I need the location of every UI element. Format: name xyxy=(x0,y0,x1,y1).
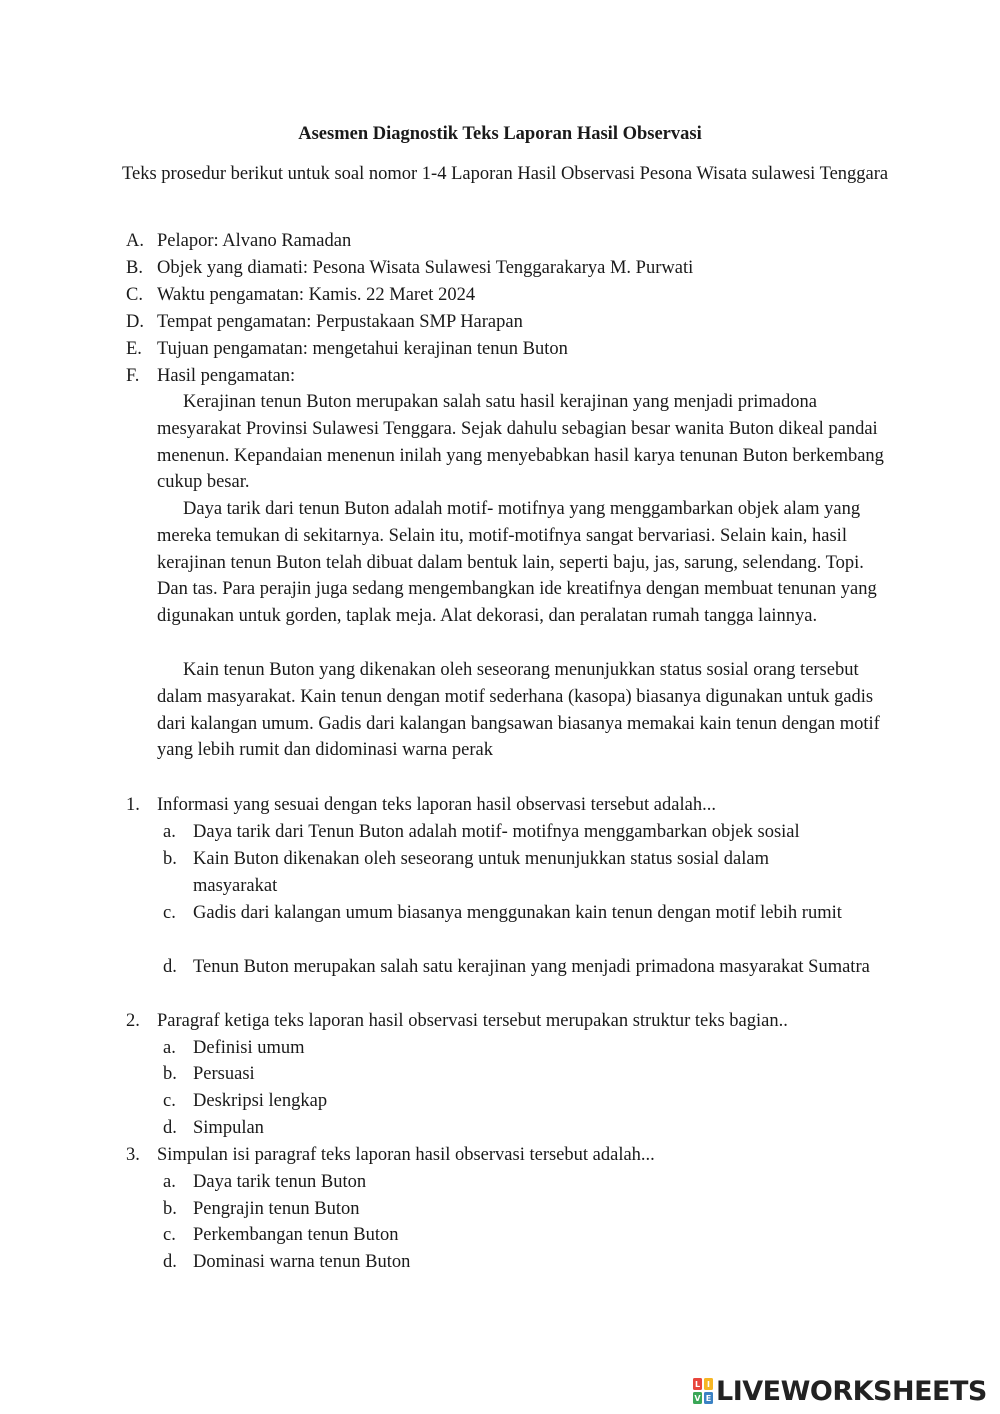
page-title: Asesmen Diagnostik Teks Laporan Hasil Observasi xyxy=(298,124,702,144)
option-letter: b. xyxy=(163,849,177,869)
identity-text: Waktu pengamatan: Kamis. 22 Maret 2024 xyxy=(157,285,476,305)
observation-paragraph: Daya tarik dari tenun Buton adalah motif- motifnya yang menggambarkan objek alam yang mereka temukan di sekitarnya. Selain itu, motif-motifnya sangat bervariasi. Selain kain, hasil kerajinan tenun Buton telah dibuat dalam bentuk lain, seperti baju, jas, sarung, selendang. Topi. Dan tas. Para perajin juga sedang mengembangkan ide kreatifnya dengan membuat tenunan yang digunakan untuk gorden, taplak meja. Alat dekorasi, dan peralatan rumah tangga lainnya. xyxy=(157,499,877,627)
question-number: 3. xyxy=(126,1145,140,1165)
option-text: Dominasi warna tenun Buton xyxy=(193,1252,411,1272)
identity-text: Tempat pengamatan: Perpustakaan SMP Harapan xyxy=(157,312,523,332)
option-letter: a. xyxy=(163,822,176,842)
identity-marker: E. xyxy=(126,339,142,359)
question-text: Paragraf ketiga teks laporan hasil observasi tersebut merupakan struktur teks bagian.. xyxy=(157,1011,788,1031)
option-letter: a. xyxy=(163,1038,176,1058)
option-text: Definisi umum xyxy=(193,1038,305,1058)
option-text: Daya tarik tenun Buton xyxy=(193,1172,367,1192)
question-text: Informasi yang sesuai dengan teks laporan hasil observasi tersebut adalah... xyxy=(157,795,716,815)
identity-text: Objek yang diamati: Pesona Wisata Sulawesi Tenggarakarya M. Purwati xyxy=(157,258,694,278)
option-letter: c. xyxy=(163,1091,176,1111)
identity-text: Pelapor: Alvano Ramadan xyxy=(157,231,352,251)
option-text: Daya tarik dari Tenun Buton adalah motif- motifnya menggambarkan objek sosial xyxy=(193,822,800,842)
option-text: Persuasi xyxy=(193,1064,255,1084)
identity-text: Hasil pengamatan: xyxy=(157,366,296,386)
identity-marker: A. xyxy=(126,231,144,251)
identity-marker: B. xyxy=(126,258,143,278)
observation-paragraph: Kain tenun Buton yang dikenakan oleh seseorang menunjukkan status sosial orang tersebut dalam masyarakat. Kain tenun dengan motif sederhana (kasopa) biasanya digunakan untuk gadis dari kalangan umum. Gadis dari kalangan bangsawan biasanya memakai kain tenun dengan motif yang lebih rumit dan didominasi warna perak xyxy=(157,660,880,761)
option-text: Deskripsi lengkap xyxy=(193,1091,328,1111)
question-number: 1. xyxy=(126,795,140,815)
option-text: Kain Buton dikenakan oleh seseorang untuk menunjukkan status sosial dalam masyarakat xyxy=(193,849,769,896)
identity-marker: D. xyxy=(126,312,144,332)
option-letter: d. xyxy=(163,957,177,977)
option-text: Pengrajin tenun Buton xyxy=(193,1199,360,1219)
identity-marker: F. xyxy=(126,366,140,386)
option-letter: d. xyxy=(163,1252,177,1272)
option-letter: d. xyxy=(163,1118,177,1138)
option-letter: c. xyxy=(163,903,176,923)
logo-letter: L xyxy=(694,1380,701,1389)
question-number: 2. xyxy=(126,1011,140,1031)
option-text: Tenun Buton merupakan salah satu kerajinan yang menjadi primadona masyarakat Sumatra xyxy=(193,957,870,977)
logo-letter: I xyxy=(707,1380,710,1389)
logo-wordmark: LIVEWORKSHEETS xyxy=(716,1375,987,1407)
option-text: Perkembangan tenun Buton xyxy=(193,1225,399,1245)
liveworksheets-mark-icon xyxy=(693,1378,713,1404)
observation-paragraph: Kerajinan tenun Buton merupakan salah satu hasil kerajinan yang menjadi primadona mesyarakat Provinsi Sulawesi Tenggara. Sejak dahulu sebagian besar wanita Buton dikeal pandai menenun. Kepandaian menenun inilah yang menyebabkan hasil karya tenunan Buton berkembang cukup besar. xyxy=(157,392,884,493)
logo-letter: E xyxy=(705,1394,712,1403)
option-text: Simpulan xyxy=(193,1118,264,1138)
option-letter: b. xyxy=(163,1199,177,1219)
question-text: Simpulan isi paragraf teks laporan hasil observasi tersebut adalah... xyxy=(157,1145,655,1165)
option-letter: a. xyxy=(163,1172,176,1192)
option-letter: b. xyxy=(163,1064,177,1084)
option-text: Gadis dari kalangan umum biasanya menggunakan kain tenun dengan motif lebih rumit xyxy=(193,903,842,923)
logo-letter: V xyxy=(694,1394,701,1403)
liveworksheets-logo[interactable] xyxy=(693,1374,987,1408)
option-letter: c. xyxy=(163,1225,176,1245)
identity-marker: C. xyxy=(126,285,143,305)
intro-text: Teks prosedur berikut untuk soal nomor 1-4 Laporan Hasil Observasi Pesona Wisata sulawesi Tenggara xyxy=(122,164,889,184)
identity-text: Tujuan pengamatan: mengetahui kerajinan tenun Buton xyxy=(157,339,568,359)
